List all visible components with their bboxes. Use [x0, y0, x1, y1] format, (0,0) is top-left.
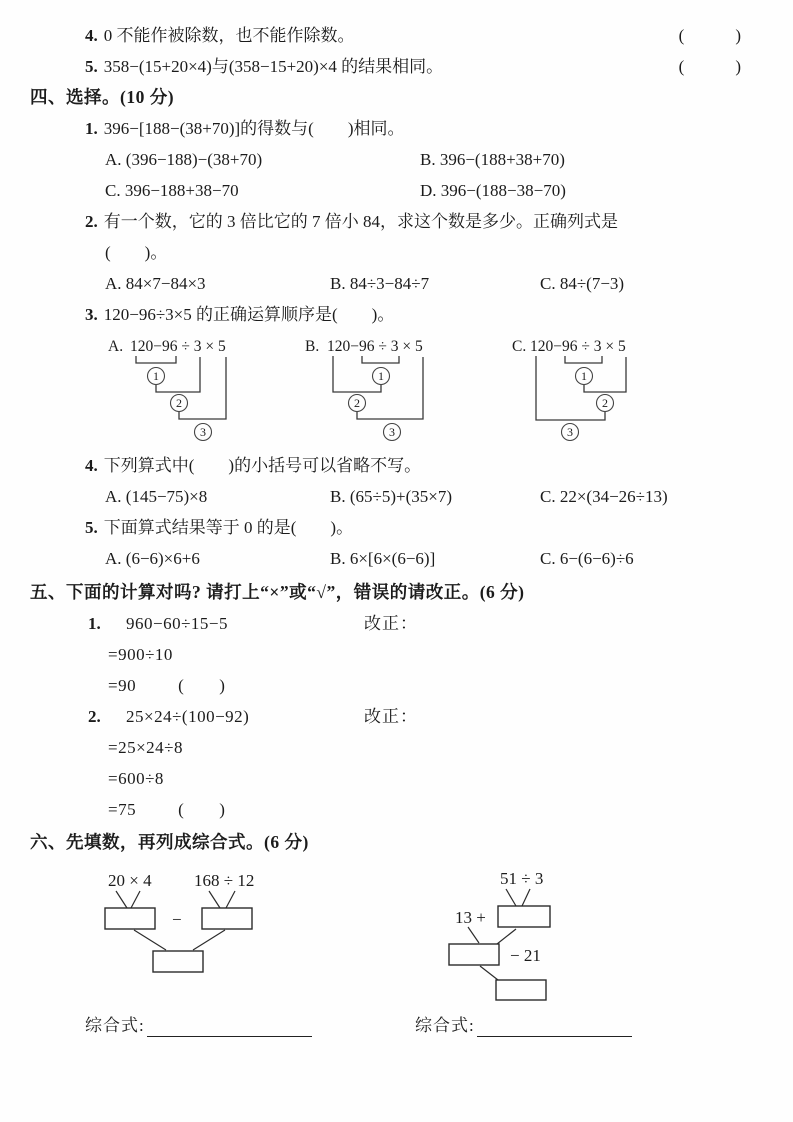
connector-step3	[536, 356, 605, 420]
arrow-line	[506, 889, 516, 906]
item2-expression: 25×24÷(100−92)	[126, 707, 250, 726]
arrow-line	[522, 889, 530, 906]
section6-header	[30, 827, 747, 858]
q5-stem	[30, 512, 747, 543]
blank-box[interactable]	[449, 944, 499, 965]
diagram-b-label: B.	[305, 338, 320, 355]
diagram-c-expression: 120−96 ÷ 3 × 5	[530, 338, 626, 355]
left-operator: −	[172, 910, 182, 929]
arrow-line	[480, 966, 498, 980]
connector-step3	[357, 357, 423, 419]
q5-text: 下面算式结果等于 0 的是( )。	[103, 518, 354, 537]
q3-text: 120−96÷3×5 的正确运算顺序是( )。	[103, 305, 395, 324]
left-top-right-expression: 168 ÷ 12	[194, 871, 255, 890]
q4-option-a[interactable]: A. (145−75)×8	[105, 487, 208, 506]
q1-option-b[interactable]: B. 396−(188+38+70)	[420, 150, 565, 169]
item-number: 4.	[85, 26, 98, 45]
q4-option-c[interactable]: C. 22×(34−26÷13)	[540, 487, 668, 506]
blank-box[interactable]	[105, 908, 155, 929]
q4-options	[105, 481, 747, 512]
connector-step2	[584, 357, 626, 392]
q1-stem	[30, 113, 747, 144]
blank-box[interactable]	[202, 908, 252, 929]
step2-number: 2	[602, 396, 608, 410]
arrow-line	[226, 891, 235, 908]
blank-box[interactable]	[153, 951, 203, 972]
section4-title: 四、选择。	[30, 87, 120, 107]
flow-left-svg	[78, 866, 328, 996]
arrow-line	[497, 929, 516, 944]
blank-box[interactable]	[498, 906, 550, 927]
q4-text: 下列算式中( )的小括号可以省略不写。	[103, 456, 422, 475]
answer-paren[interactable]: ( )	[178, 676, 226, 695]
step2-number: 2	[354, 396, 360, 410]
q3-number: 3.	[85, 305, 98, 324]
section5-header	[30, 577, 747, 608]
diagram-c-label: C.	[512, 338, 527, 355]
section6-score: (6 分)	[264, 832, 309, 852]
judgement-text: 0 不能作被除数，也不能作除数。	[103, 26, 355, 45]
step1-number: 1	[153, 369, 159, 383]
q4-stem	[30, 450, 747, 481]
item1-step2-row	[108, 670, 747, 701]
q4-option-b[interactable]: B. (65÷5)+(35×7)	[330, 487, 452, 506]
q3-diagram-b	[297, 335, 502, 447]
answer-paren[interactable]: ( )	[178, 800, 226, 819]
item-number: 5.	[85, 57, 98, 76]
q4-number: 4.	[85, 456, 98, 475]
left-synthesis-row	[85, 1015, 328, 1037]
step1-number: 1	[581, 369, 587, 383]
arrow-line	[131, 891, 140, 908]
bracket-step1	[565, 356, 602, 363]
q2-text-continued: ( )。	[105, 243, 168, 262]
q1-option-a[interactable]: A. (396−188)−(38+70)	[105, 150, 263, 169]
q5-option-a[interactable]: A. (6−6)×6+6	[105, 549, 200, 568]
item1-step1: =900÷10	[108, 645, 173, 664]
blank-box[interactable]	[496, 980, 546, 1000]
connector-step2	[156, 357, 200, 392]
step2-number: 2	[176, 396, 182, 410]
item2-step1: =25×24÷8	[108, 738, 184, 757]
q3-diagram-a	[92, 335, 297, 447]
q1-text: 396−[188−(38+70)]的得数与( )相同。	[103, 119, 405, 138]
bracket-step1	[136, 356, 176, 363]
q5-option-b[interactable]: B. 6×[6×(6−6)]	[330, 549, 436, 568]
q1-number: 1.	[85, 119, 98, 138]
q2-option-a[interactable]: A. 84×7−84×3	[105, 274, 206, 293]
section4-header	[30, 82, 747, 113]
synthesis-label: 综合式:	[85, 1016, 145, 1035]
flow-diagram-right	[400, 866, 655, 1037]
arrow-line	[134, 930, 166, 950]
step1-number: 1	[378, 369, 384, 383]
right-suffix-operand: − 21	[510, 946, 541, 965]
judgement-item-4	[30, 20, 747, 51]
diagram-b-expression: 120−96 ÷ 3 × 5	[327, 338, 423, 355]
answer-underline[interactable]	[477, 1016, 632, 1037]
judgement-item-5	[30, 51, 747, 82]
connector-step3	[179, 357, 226, 419]
item1-step2: =90	[108, 676, 137, 695]
step3-number: 3	[200, 425, 206, 439]
q5-option-c[interactable]: C. 6−(6−6)÷6	[540, 549, 634, 568]
left-top-left-expression: 20 × 4	[108, 871, 152, 890]
section5-item2	[30, 701, 747, 732]
section5-title: 五、下面的计算对吗? 请打上“×”或“√”，错误的请改正。	[30, 582, 480, 602]
answer-paren[interactable]: ( )	[678, 26, 741, 45]
q1-option-d[interactable]: D. 396−(188−38−70)	[420, 181, 566, 200]
item2-step3: =75	[108, 800, 137, 819]
item2-step2: =600÷8	[108, 769, 164, 788]
answer-paren[interactable]: ( )	[678, 57, 741, 76]
judgement-text: 358−(15+20×4)与(358−15+20)×4 的结果相同。	[103, 57, 444, 76]
q5-number: 5.	[85, 518, 98, 537]
q2-stem	[30, 206, 747, 237]
section5-item1	[30, 608, 747, 639]
step3-number: 3	[389, 425, 395, 439]
arrow-line	[116, 891, 127, 908]
q3-stem	[30, 299, 747, 330]
item1-correct-label: 改正：	[364, 614, 418, 633]
connector-step2	[333, 356, 381, 392]
flow-right-svg	[400, 866, 655, 1006]
section6-diagrams	[30, 866, 747, 1037]
bracket-step1	[362, 356, 399, 363]
q2-option-c[interactable]: C. 84÷(7−3)	[540, 274, 625, 293]
arrow-line	[193, 930, 225, 950]
synthesis-label: 综合式:	[415, 1016, 475, 1035]
flow-diagram-left	[78, 866, 328, 1037]
diagram-a-expression: 120−96 ÷ 3 × 5	[130, 338, 226, 355]
arrow-line	[209, 891, 220, 908]
right-top-expression: 51 ÷ 3	[500, 869, 544, 888]
item1-expression: 960−60÷15−5	[126, 614, 229, 633]
q2-options	[105, 268, 747, 299]
q2-option-b[interactable]: B. 84÷3−84÷7	[330, 274, 430, 293]
q3-diagrams	[92, 335, 747, 447]
arrow-line	[468, 927, 479, 943]
item-number: 2.	[88, 707, 101, 726]
right-synthesis-row	[415, 1015, 655, 1037]
item-number: 1.	[88, 614, 101, 633]
section5-score: (6 分)	[479, 582, 525, 602]
q2-number: 2.	[85, 212, 98, 231]
right-prefix-operand: 13 +	[455, 908, 486, 927]
section6-title: 六、先填数，再列成综合式。	[30, 832, 264, 852]
q2-text: 有一个数，它的 3 倍比它的 7 倍小 84，求这个数是多少。正确列式是	[103, 212, 618, 231]
diagram-a-label: A.	[108, 338, 124, 355]
item2-correct-label: 改正：	[364, 707, 418, 726]
step3-number: 3	[567, 425, 573, 439]
item2-step3-row	[108, 794, 747, 825]
answer-underline[interactable]	[147, 1016, 312, 1037]
q1-options	[105, 144, 747, 206]
section4-score: (10 分)	[120, 87, 175, 107]
q5-options	[105, 543, 747, 574]
q3-diagram-c	[502, 335, 707, 447]
q1-option-c[interactable]: C. 396−188+38−70	[105, 181, 239, 200]
